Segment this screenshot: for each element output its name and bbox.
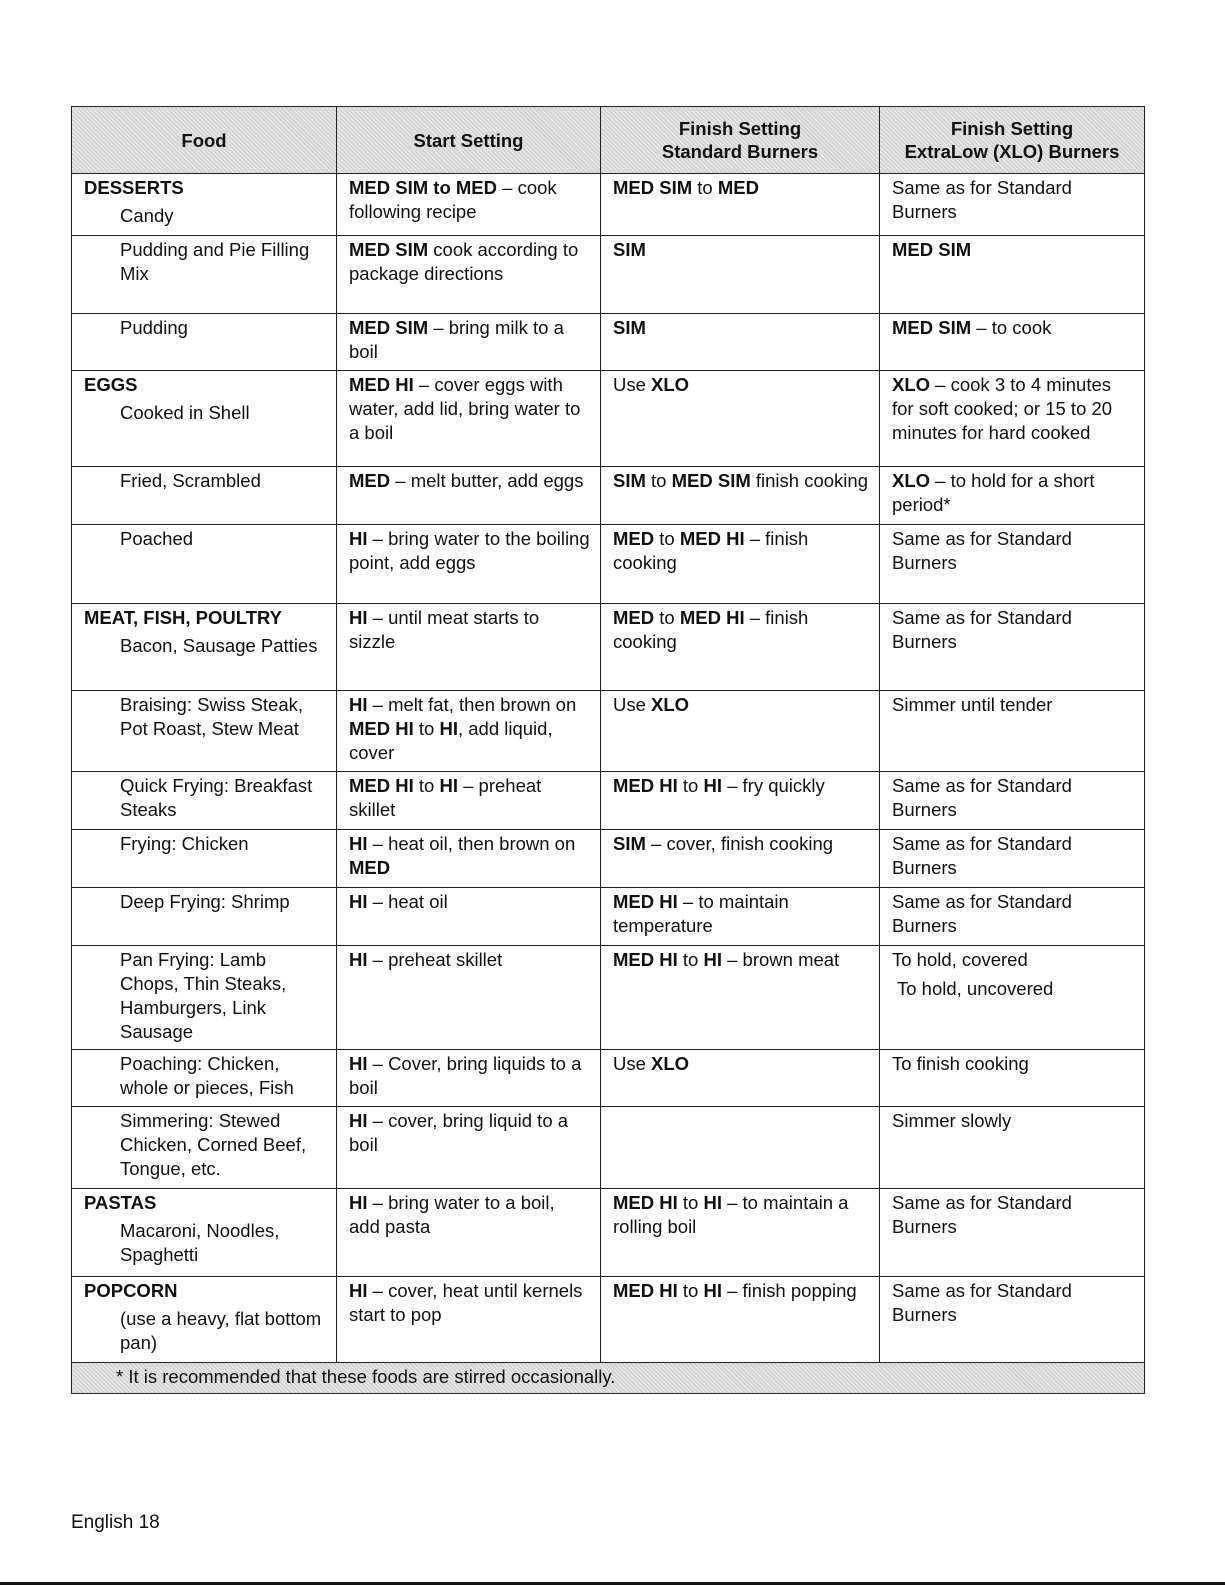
category-label: DESSERTS — [84, 177, 184, 198]
cooking-chart-table — [71, 106, 1145, 1394]
table-row — [72, 888, 1145, 946]
setting-text: Use — [613, 374, 652, 395]
finish-xlo-cell — [880, 946, 1145, 1050]
setting-text: HI — [349, 607, 368, 628]
setting-text: HI — [349, 1192, 368, 1213]
setting-text: MED HI — [679, 528, 745, 549]
setting-text: HI — [703, 1192, 722, 1213]
finish-standard-cell — [601, 467, 880, 525]
setting-text: HI — [703, 949, 722, 970]
food-name: Candy — [120, 205, 174, 226]
food-cell — [72, 525, 337, 604]
table-row — [72, 1189, 1145, 1277]
setting-text: HI — [349, 694, 368, 715]
category-label: POPCORN — [84, 1280, 178, 1301]
table-header-row — [72, 107, 1145, 174]
finish-standard-cell — [601, 174, 880, 236]
setting-text: – melt fat, then brown on — [367, 694, 577, 715]
setting-text: Same as for Standard Burners — [892, 775, 1072, 820]
setting-text: – to cook — [971, 317, 1052, 338]
setting-text: SIM — [613, 470, 646, 491]
food-name: Cooked in Shell — [120, 402, 250, 423]
setting-text: MED SIM — [892, 317, 972, 338]
food-name: Fried, Scrambled — [120, 470, 261, 491]
food-name: Bacon, Sausage Patties — [120, 635, 318, 656]
start-setting-cell — [337, 691, 601, 772]
setting-text: HI — [349, 833, 368, 854]
setting-text: – heat oil, then brown on — [367, 833, 576, 854]
setting-text: MED SIM to MED — [349, 177, 497, 198]
start-setting-cell — [337, 888, 601, 946]
setting-text: – bring water to a boil, add pasta — [349, 1192, 555, 1237]
setting-text: MED SIM — [613, 177, 693, 198]
setting-text: – cover, finish cooking — [645, 833, 834, 854]
setting-text: MED — [613, 607, 655, 628]
setting-text: – to maintain a rolling boil — [613, 1192, 849, 1237]
setting-text: XLO — [892, 470, 931, 491]
food-cell — [72, 236, 337, 314]
food-name: Pudding and Pie Filling Mix — [120, 239, 310, 284]
start-setting-cell — [337, 1277, 601, 1363]
setting-text: to — [677, 775, 704, 796]
finish-xlo-cell — [880, 236, 1145, 314]
table-row — [72, 525, 1145, 604]
setting-text: – melt butter, add eggs — [390, 470, 584, 491]
setting-text: XLO — [651, 374, 690, 395]
setting-text: SIM — [613, 833, 646, 854]
page-number: English 18 — [71, 1512, 160, 1533]
food-cell — [72, 1107, 337, 1189]
category-label: PASTAS — [84, 1192, 157, 1213]
setting-text: – bring water to the boiling point, add eggs — [349, 528, 590, 573]
finish-standard-cell — [601, 371, 880, 467]
setting-text: cook according to package directions — [349, 239, 579, 284]
footnote-row — [72, 1363, 1145, 1394]
food-cell — [72, 691, 337, 772]
setting-text: Same as for Standard Burners — [892, 1280, 1072, 1325]
food-cell — [72, 314, 337, 371]
food-name: Frying: Chicken — [120, 833, 249, 854]
setting-text: HI — [439, 718, 458, 739]
food-cell — [72, 830, 337, 888]
finish-xlo-cell — [880, 888, 1145, 946]
setting-text: – cook 3 to 4 minutes for soft cooked; or 15 to 20 minutes for hard cooked — [892, 374, 1113, 443]
table-row — [72, 371, 1145, 467]
setting-text: – preheat skillet — [367, 949, 503, 970]
setting-text: MED — [613, 528, 655, 549]
setting-text: Simmer slowly — [892, 1110, 1012, 1131]
setting-text: HI — [703, 775, 722, 796]
header-start-setting: Start Setting — [337, 107, 601, 174]
setting-text: MED HI — [679, 607, 745, 628]
setting-text: MED HI — [349, 718, 414, 739]
finish-standard-cell — [601, 604, 880, 691]
finish-xlo-cell — [880, 772, 1145, 830]
table-row — [72, 772, 1145, 830]
setting-text: – preheat skillet — [349, 775, 542, 820]
start-setting-cell — [337, 1189, 601, 1277]
start-setting-cell — [337, 1107, 601, 1189]
setting-text: To hold, covered — [892, 949, 1028, 970]
finish-standard-cell — [601, 525, 880, 604]
setting-text: – cover, bring liquid to a boil — [349, 1110, 569, 1155]
setting-text: SIM — [613, 317, 646, 338]
setting-text: MED SIM — [349, 239, 429, 260]
setting-text: to — [677, 949, 704, 970]
finish-standard-cell — [601, 1189, 880, 1277]
setting-text: HI — [349, 1280, 368, 1301]
finish-standard-cell — [601, 236, 880, 314]
setting-text: to — [677, 1192, 704, 1213]
food-cell — [72, 604, 337, 691]
header-food: Food — [72, 107, 337, 174]
footnote: * It is recommended that these foods are stirred occasionally. — [72, 1363, 1145, 1394]
setting-text: HI — [349, 1110, 368, 1131]
setting-text: MED SIM — [671, 470, 751, 491]
table-row — [72, 1277, 1145, 1363]
food-name: Poaching: Chicken, whole or pieces, Fish — [120, 1053, 294, 1098]
table-row — [72, 1107, 1145, 1189]
food-cell — [72, 1277, 337, 1363]
setting-text: To finish cooking — [892, 1053, 1029, 1074]
category-label: MEAT, FISH, POULTRY — [84, 607, 283, 628]
start-setting-cell — [337, 604, 601, 691]
setting-text: Same as for Standard Burners — [892, 1192, 1072, 1237]
finish-xlo-cell — [880, 174, 1145, 236]
setting-text: – bring milk to a boil — [349, 317, 564, 362]
setting-text: – to maintain temperature — [613, 891, 789, 936]
setting-text: Use — [613, 694, 652, 715]
finish-xlo-cell — [880, 1189, 1145, 1277]
table-row — [72, 946, 1145, 1050]
table-row — [72, 467, 1145, 525]
finish-standard-cell — [601, 314, 880, 371]
setting-text: MED HI — [613, 775, 678, 796]
start-setting-cell — [337, 467, 601, 525]
setting-text-secondary: To hold, uncovered — [897, 978, 1054, 999]
food-name: (use a heavy, flat bottom pan) — [120, 1308, 322, 1353]
finish-standard-cell — [601, 772, 880, 830]
food-name: Deep Frying: Shrimp — [120, 891, 290, 912]
setting-text: XLO — [651, 1053, 690, 1074]
setting-text: – heat oil — [367, 891, 448, 912]
food-cell — [72, 1050, 337, 1107]
header-finish-xlo: Finish Setting ExtraLow (XLO) Burners — [880, 107, 1145, 174]
start-setting-cell — [337, 371, 601, 467]
finish-xlo-cell — [880, 691, 1145, 772]
setting-text: MED HI — [613, 1280, 678, 1301]
setting-text: Simmer until tender — [892, 694, 1053, 715]
food-cell — [72, 174, 337, 236]
setting-text: Same as for Standard Burners — [892, 528, 1072, 573]
setting-text: Same as for Standard Burners — [892, 891, 1072, 936]
food-cell — [72, 467, 337, 525]
table-row — [72, 1050, 1145, 1107]
finish-xlo-cell — [880, 604, 1145, 691]
setting-text: MED HI — [613, 1192, 678, 1213]
setting-text: MED HI — [349, 374, 414, 395]
setting-text: to — [654, 607, 680, 628]
setting-text: to — [645, 470, 672, 491]
finish-xlo-cell — [880, 467, 1145, 525]
start-setting-cell — [337, 1050, 601, 1107]
setting-text: – until meat starts to sizzle — [349, 607, 540, 652]
table-row — [72, 830, 1145, 888]
food-name: Pudding — [120, 317, 188, 338]
start-setting-cell — [337, 946, 601, 1050]
setting-text: MED SIM — [892, 239, 972, 260]
setting-text: HI — [349, 1053, 368, 1074]
food-cell — [72, 888, 337, 946]
food-name: Simmering: Stewed Chicken, Corned Beef, Tongue, etc. — [120, 1110, 307, 1179]
setting-text: – finish popping — [721, 1280, 857, 1301]
setting-text: Same as for Standard Burners — [892, 833, 1072, 878]
finish-xlo-cell — [880, 525, 1145, 604]
setting-text: MED — [349, 857, 391, 878]
setting-text: – cover eggs with water, add lid, bring water to a boil — [349, 374, 581, 443]
food-name: Pan Frying: Lamb Chops, Thin Steaks, Hamburgers, Link Sausage — [120, 949, 287, 1042]
start-setting-cell — [337, 525, 601, 604]
finish-standard-cell — [601, 1050, 880, 1107]
table-row — [72, 236, 1145, 314]
setting-text: Same as for Standard Burners — [892, 607, 1072, 652]
setting-text: Use — [613, 1053, 652, 1074]
header-finish-standard: Finish Setting Standard Burners — [601, 107, 880, 174]
setting-text: MED HI — [349, 775, 414, 796]
food-name: Macaroni, Noodles, Spaghetti — [120, 1220, 280, 1265]
category-label: EGGS — [84, 374, 138, 395]
finish-xlo-cell — [880, 1277, 1145, 1363]
setting-text: to — [677, 1280, 704, 1301]
setting-text: – brown meat — [721, 949, 840, 970]
setting-text: , add liquid, cover — [349, 718, 553, 763]
setting-text: to — [413, 775, 440, 796]
setting-text: – Cover, bring liquids to a boil — [349, 1053, 582, 1098]
table-body — [72, 174, 1145, 1363]
start-setting-cell — [337, 314, 601, 371]
setting-text: XLO — [892, 374, 931, 395]
food-cell — [72, 1189, 337, 1277]
finish-standard-cell — [601, 691, 880, 772]
setting-text: HI — [349, 949, 368, 970]
table-row — [72, 604, 1145, 691]
setting-text: MED HI — [613, 949, 678, 970]
food-name: Braising: Swiss Steak, Pot Roast, Stew Meat — [120, 694, 304, 739]
food-name: Quick Frying: Breakfast Steaks — [120, 775, 313, 820]
finish-xlo-cell — [880, 1107, 1145, 1189]
setting-text: MED — [349, 470, 391, 491]
setting-text: – fry quickly — [721, 775, 825, 796]
finish-xlo-cell — [880, 830, 1145, 888]
setting-text: to — [413, 718, 440, 739]
setting-text: HI — [703, 1280, 722, 1301]
setting-text: MED — [717, 177, 759, 198]
finish-xlo-cell — [880, 1050, 1145, 1107]
food-cell — [72, 946, 337, 1050]
finish-xlo-cell — [880, 314, 1145, 371]
table-row — [72, 314, 1145, 371]
food-name: Poached — [120, 528, 194, 549]
start-setting-cell — [337, 236, 601, 314]
setting-text: finish cooking — [750, 470, 868, 491]
setting-text: – finish cooking — [613, 528, 809, 573]
setting-text: – cook following recipe — [349, 177, 557, 222]
setting-text: – cover, heat until kernels start to pop — [349, 1280, 583, 1325]
setting-text: Same as for Standard Burners — [892, 177, 1072, 222]
table-row — [72, 691, 1145, 772]
setting-text: MED SIM — [349, 317, 429, 338]
finish-standard-cell — [601, 888, 880, 946]
setting-text: XLO — [651, 694, 690, 715]
finish-standard-cell — [601, 1107, 880, 1189]
start-setting-cell — [337, 772, 601, 830]
finish-standard-cell — [601, 830, 880, 888]
start-setting-cell — [337, 830, 601, 888]
finish-standard-cell — [601, 1277, 880, 1363]
start-setting-cell — [337, 174, 601, 236]
setting-text: – finish cooking — [613, 607, 809, 652]
setting-text: to — [692, 177, 718, 198]
setting-text: HI — [439, 775, 458, 796]
setting-text: to — [654, 528, 680, 549]
food-cell — [72, 772, 337, 830]
table-row — [72, 174, 1145, 236]
setting-text: SIM — [613, 239, 646, 260]
finish-standard-cell — [601, 946, 880, 1050]
setting-text: HI — [349, 528, 368, 549]
setting-text: – to hold for a short period* — [892, 470, 1095, 515]
setting-text: MED HI — [613, 891, 678, 912]
finish-xlo-cell — [880, 371, 1145, 467]
food-cell — [72, 371, 337, 467]
setting-text: HI — [349, 891, 368, 912]
